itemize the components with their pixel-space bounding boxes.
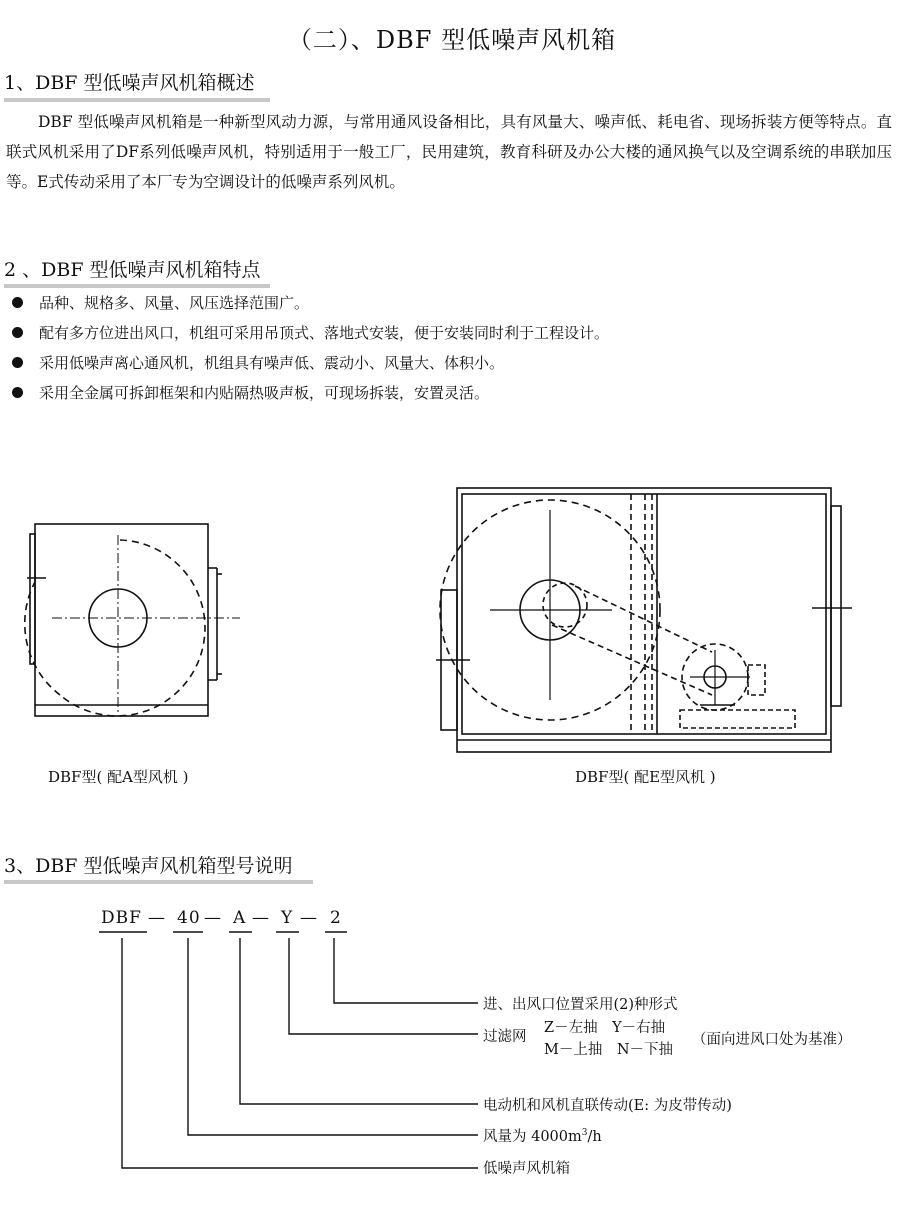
model-code-part-y: Y bbox=[281, 908, 294, 928]
note-filter-label: 过滤网 bbox=[483, 1029, 527, 1045]
feature-bullet: 采用低噪声离心通风机，机组具有噪声低、震动小、风量大、体积小。 bbox=[12, 352, 504, 373]
right-figure-caption: DBF型( 配E型风机 ) bbox=[575, 768, 716, 786]
left-figure-caption: DBF型( 配A型风机 ) bbox=[48, 768, 189, 786]
feature-bullet: 采用全金属可拆卸框架和内贴隔热吸声板，可现场拆装，安置灵活。 bbox=[12, 382, 489, 403]
model-code-part-2: 2 bbox=[330, 908, 342, 928]
note-filter-basis: （面向进风口处为基准） bbox=[692, 1032, 852, 1048]
model-code-part-a: A bbox=[233, 908, 247, 928]
fan-box-e-drawing bbox=[436, 488, 852, 752]
fan-box-a-drawing bbox=[25, 524, 240, 716]
feature-bullet: 配有多方位进出风口，机组可采用吊顶式、落地式安装，便于安装同时利于工程设计。 bbox=[12, 322, 609, 343]
section-1-heading: 1、DBF 型低噪声风机箱概述 bbox=[4, 72, 255, 94]
note-filter-line2: M－上抽 N－下抽 bbox=[544, 1042, 674, 1058]
section-2-heading: 2 、DBF 型低噪声风机箱特点 bbox=[4, 259, 261, 281]
note-drive-type: 电动机和风机直联传动(E: 为皮带传动) bbox=[483, 1098, 732, 1114]
model-code-separator: — bbox=[300, 908, 318, 928]
model-code-separator: — bbox=[148, 908, 166, 928]
note-air-volume: 风量为 $4000m^3/h$ bbox=[483, 1128, 602, 1145]
note-filter-line1: Z－左抽 Y－右抽 bbox=[544, 1020, 666, 1036]
note-inlet-outlet: 进、出风口位置采用(2)种形式 bbox=[483, 997, 678, 1013]
section-3-heading: 3、DBF 型低噪声风机箱型号说明 bbox=[4, 855, 293, 877]
model-code-leader-lines bbox=[99, 932, 478, 1168]
model-code-separator: — bbox=[252, 908, 270, 928]
section-3-underline bbox=[4, 880, 313, 884]
model-code-part-40: 40 bbox=[177, 908, 201, 928]
section-1-paragraph: DBF 型低噪声风机箱是一种新型风动力源，与常用通风设备相比，具有风量大、噪声低、耗电省、现场拆装方便等特点。直联式风机采用了DF系列低噪声风机，特别适用于一般工厂，民用建筑，教育科研及办公大楼的通风换气以及空调系统的串联加压等。E式传动采用了本厂专为空调设计的低噪声系列风机。 bbox=[6, 113, 892, 191]
note-product-name: 低噪声风机箱 bbox=[483, 1161, 570, 1177]
page-title: （二）、DBF 型低噪声风机箱 bbox=[287, 26, 617, 54]
feature-bullet: 品种、规格多、风量、风压选择范围广。 bbox=[12, 292, 309, 313]
model-code-separator: — bbox=[204, 908, 222, 928]
model-code-part-dbf: DBF bbox=[101, 908, 142, 928]
